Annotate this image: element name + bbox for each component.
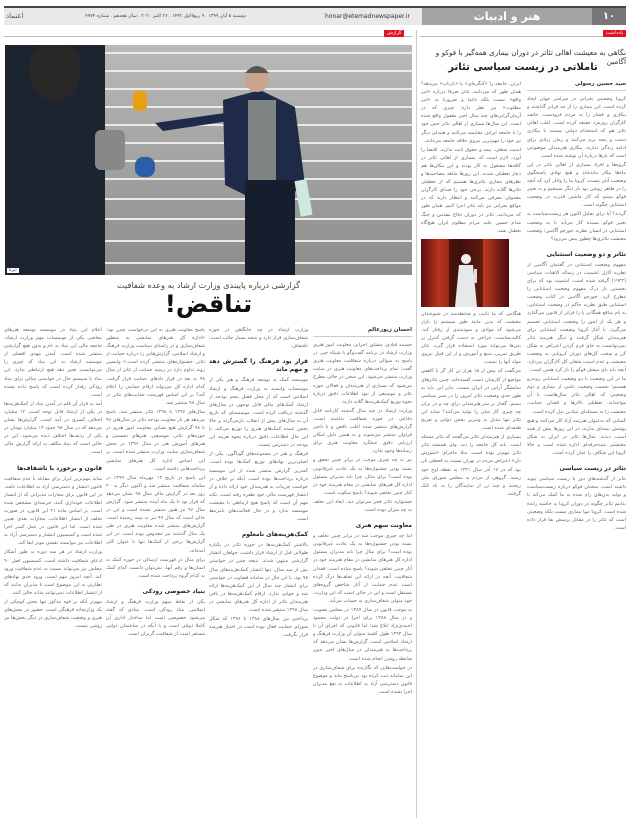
paragraph: این پاسخ در تاریخ ۱۴ مهرماه سال ۱۳۹۹ در سامانه شفافیت منتشر شد و اکنون دیگر به ۲۰ روز بعد در گزارش مالی سال ۹۸ نشان می‌دهد که قرار بود تا یک ماه آینده منتشر شود. گزارش سال ۹۶ نیز هنوز منتشر نشده است و این در حالی است که سال ۹۹ نیز به نیمه رسیده است. گزارش‌های منتشر شده معاونت هنری در طی یک سال گذشته نیز مخدوش بوده است. در این گزارش‌ها برخی از کمک‌ها تنها با عنوان کلی آمده‌اند.	[106, 474, 205, 554]
paragraph: مفهوم وضعیت استثنایی در گفتمان آگامبن از نظریه کارل اشمیت در رساله الاهیات سیاسی (۱۹۲۲) گرفته شده است. اشمیت بود که برای نخستین بار درک مفهوم وضعیت استثنایی را مطرح کرد. جورجو آگامبن در کتاب وضعیت استثنایی طبق نظریه حاکم در وضعیت استثنایی، به نام منافع همگانی پا را فراتر از قانون می‌گذارد و هر یک از امور را وضعیت استثنایی تصمیم می‌گیرد. با آغاز کرونا وضعیت استثنایی برای هنرمندان شکل گرفت و دیگر هنرمند تئاتر نمی‌توانست به جای فرم کردن اعتراض به شکل کن و سخت کل‌های دوران کرونایی به وضعیت معیشت و عدم امنیت شغلی کل کارگران بپردازد. آنچه باید پای میشل فوکو را باز کرد همین است.	[527, 261, 626, 374]
note-author: سید حسین رسولی	[527, 80, 626, 91]
photo-caption: گزارشی درباره پایبندی وزارت ارشاد به وعده شفافیت	[117, 280, 300, 290]
paragraph: وزارت ارشاد در چه جایگاهی در حوزه شفاف‌سازی قرار دارد و نتیجه بسیار جالب است: ناشفاف.	[209, 327, 308, 350]
note-column-left	[421, 80, 521, 818]
report-photo	[5, 45, 412, 275]
paragraph: کسانی که به‌عنوان هنرمند آزاد کار می‌کنند و هیچ پوشش بیمه‌ای ندارند، در این روزها بیش از همه آسیب دیدند. سال‌ها تئاتر در ایران به شکل معیشتی نیمه‌حرفه‌ای اداره شده است و حالا کرونا این شکاف را عیان کرده است.	[527, 417, 626, 457]
section-email[interactable]: honar@etemadnewspaper.ir	[325, 13, 410, 20]
paragraph: وزارت ارشاد در هر سه دوره به طور آشکار ادعای شفافیت داشته است. کمیسیون اصل ۹۰ مجلس نیز می‌تواند نسبت به عدم شفافیت ورود کند. آنچه امروز مهم است، ورود جدی نهادهای نظارتی به این موضوع است تا مدیران بدانند که از انتشار اطلاعات نمی‌توانند شانه خالی کنند.	[4, 549, 102, 596]
paragraph: ما در این وضعیت با دو وضعیت استثنایی روبه‌رو هستیم؛ نخست وضعیت ناشی از بیماری و دوم وضعیتی که اهالی تئاتر سال‌هاست با آن مواجه‌اند. تعطیلی تالارها و فقدان حمایت، معیشت را به مسئله‌ای بنیادین بدل کرده است.	[527, 376, 626, 415]
paragraph: نیز به چه چیزی موجب در برابر چنین تحقق و بسته بودن جشنواره‌ها به یک عادت غیرقانونی بوده است؟ برای مثال، چرا باید مدیران مسئول اداره کل هنرهای نمایشی در مقام هنرمند خود در کنار چنین تخلفی شوند؟ پاسخ سکوت است.	[313, 457, 412, 496]
paragraph: گردند؟ آیا برای تحلیل اکنون هر زیست‌سیاست به تعبیر فوکو بسنده کار می‌آید یا به وضعیت استثنایی در انسان نظریه جورجو آگامبن؛ وضعیت معیشت تئاتری‌ها چطور پیش می‌رود؟	[527, 211, 626, 242]
note-title: تاملاتی در زیست سیاسی تئاتر	[448, 62, 598, 73]
report-column-2	[106, 326, 205, 818]
paragraph: کرونا وضعیتی بحرانی در سراسر جهان ایجاد کرده است. این بیماری را از حد فراتر گذاشته و بیکاری و فشار را به مردم فرودست، خاصه کارگران روزمزد حقیقه کرده است. اغلب اهالی تئاتر هم که استخدام دولتی نیستند با بیکاری دست و پنجه نرم می‌کنند و زمان زیادی برای ادامه زندگی ندارند. بیکاری هنرمندان موضوعی است که بارها درباره آن نوشته شده است.	[527, 96, 626, 159]
report-column-4	[313, 326, 412, 818]
report-headline: تناقض!	[164, 290, 253, 318]
paragraph: جشنواره تئاتر فجر می‌توان دید. ابعاد این تخلف به چه میزان بوده است.	[313, 498, 412, 513]
paragraph: سال‌های ۱۳۹۶ تا ۱۳۹۸ تئاتر منتشر شد. پاسخ می‌دهد هر بار معاونت بودجه تئاتر در سال‌های ۹۶ تا ۹۸ گزارش هیچ نشانی معاونت امور هنری در حوزه‌های تئاتر، موسیقی، هنرهای تجسمی و هنرهای آموزش هنر در سال ۱۳۹۶ در بخش شفاف‌سازی سایت وزارت منتشر شده است. بر این اساس اداره کل هنرهای نمایشی پرداخت‌هایی داشته است.	[106, 408, 205, 472]
subheading: بنیاد خصوصی رودکی	[142, 587, 205, 595]
paragraph: وزارت ارشاد در چند سال گذشته کارنامه قابل دفاعی در حوزه شفافیت نداشته است. گزارش‌های منتشر شده اغلب ناقص و با تاخیر فراوان منتشر می‌شوند و به همین دلیل امکان ارزیابی دقیق عملکرد معاونت هنری برای رسانه‌ها وجود ندارد.	[313, 407, 412, 455]
report-rule	[4, 36, 412, 37]
paragraph: موسسه کمک به توسعه فرهنگ و هنر یکی از موسسات وابسته به وزارت فرهنگ و ارشاد اسلامی است که از محل فصل پنجم بودجه از ارشاد کمک‌های مالی قابل توجهی در سال‌های گذشته دریافت کرده است. موسسه‌ای که تاریخ آن به سال‌های پیش از انقلاب بازمی‌گردد و حالا بخش عمده کمک‌های هنری را توزیع می‌کند. با این حال اطلاعات دقیق درباره نحوه هزینه این بودجه در دسترس نیست.	[209, 377, 308, 449]
page-number: ۱۰	[592, 8, 626, 25]
paragraph: پاسخ معاونت هنری به این درخواست چنین بود: «اداره کل هنرهای نمایشی به منظور شفاف‌سازی و در راستای سیاست وزارت فرهنگ و ارشاد اسلامی، گزارش‌هایی را درباره حمایت از تئاتر، جشنواره‌های منتشر کرده است.» واپسین روند تداوم دارد در زمینه حمایت از تئاتر از سال ۹۸ به بعد در قرار دادهای حمایت قرار گرفت. کدام اداره کل می‌تواند ارقام حمایتی را اعلام کند؟ بر این اساس فهرست حمایت‌های تئاتر در سال ۹۸ منتشر شد.	[106, 327, 205, 406]
paragraph: مهم‌تر آنکه بر قوه مذکور تنها بخش کوچکی از یک وزارتخانه فرهنگی است. حضور در بخش‌های هنری و وضعیت شفاف‌سازی در دیگر بخش‌ها نیز روشن نیست.	[4, 599, 102, 630]
paragraph: شاید مهم‌ترین ابزار برای مقابله با عدم شفافیت قانون انتشار و دسترسی آزاد به اطلاعات باشد. در این قانون برای مجازات مدیرانی که از انتشار اطلاعات خودداری کنند، جریمه‌ای مشخص شده است. بر اساس ماده ۲۱ این قانون، در صورت تخلف از انتشار اطلاعات، مجازات نقدی تعیین شده است. اما این قانون در عمل کمتر اجرا شده است و کمیسیون انتشار و دسترسی آزاد به اطلاعات نیز نتوانسته نقشی موثر ایفا کند.	[4, 475, 102, 547]
subheading: معاونت سهم هنری	[355, 522, 412, 530]
subheading: قانون و برخورد با ناشفاف‌ها	[17, 464, 102, 472]
photo-credit: ایرنا	[9, 268, 17, 273]
column-divider	[416, 30, 417, 818]
note-kicker: نگاهی به معیشت اهالی تئاتر در دوران بیماری همه‌گیر با فوکو و آگامبن	[435, 48, 626, 66]
paragraph: در خواست‌هایی که نگارنده برای شفاف‌سازی در این سامانه ثبت کرده بود بی‌پاسخ ماند و موضوع قانون دسترسی آزاد به اطلاعات به نفع مدیران اجرا نشده است.	[313, 664, 412, 695]
paragraph: یکی از نقاط مبهم وزارت فرهنگ و ارشاد اسلامی، بنیاد رودکی است. بنیادی که گفته می‌شود خصوصی است اما ساختار اداری آن کاملا دولتی است و با آنکه در ساختمان دولتی مستقر است از شفافیت گریزان است.	[106, 599, 205, 638]
paragraph: بسیاری از هنرمندان تئاتر می‌گفتند که تئاتر مسئله است. باید کل جامعه را دید. ولی همیشه تئاتر تئاتر مهم‌تر بوده است. مثلا ماجرای «شورش نان» اعتراض مردم در تهران نسبت به قحطی نان بود که در ۱۷ آذر سال ۱۳۲۱ به نقطه اوج خود رسید. گروهی از مردم به مجلس شورای ملی ریختند و چند تن از نمایندگان را به باد کتک گرفتند.	[421, 434, 521, 497]
report-tag: گزارش	[384, 30, 404, 37]
paragraph: فرهنگ و هنر در مجموعه‌های گوناگون، یکی از اصلی‌ترین نهادهای توزیع کمک‌ها بوده است. کمترین گزارش منتشر شده از این موسسه درباره پرداخت‌ها بوده است. آنکه بر خلاف در خواست جزییات به هنرمندان خود ارائه داده و از انتشار فهرست مالی خود طفره رفته است. نکته مهم آن است که پاسخ هیچ ارتباطی با معیشت موسسه ندارد و در حال فعالیت‌های نامرتبط است.	[209, 451, 308, 523]
report-author: احسان زیورعالم	[313, 326, 412, 337]
issue-date: دوشنبه ۵ آبان ۱۳۹۹ . ۹ ربیع‌الاول ۱۴۴۲ . ۲۶ اکتبر ۲۰۲۰ . سال هجدهم . شماره ۴۷۷۴	[85, 14, 246, 19]
paragraph: برای مثال در فهرست ارسالی در حوزه کمک به استان‌ها و رقم آنها، نمی‌توان دانست کدام کمک به کدام گروه پرداخت شده است.	[106, 556, 205, 579]
subheading: کمک‌هزینه‌های نامعلوم	[241, 531, 308, 539]
paragraph: هنگامی که ما تاثیب و ضابطه‌مند در شیوه‌بدان معیشت که بدین مانند طور سیستم را بازار می‌شود که موادی و سودمندی از رفتار کند. کالبدسیاست، جراحی به دست گرفتن کنترل بر بدن‌ها می‌تواند مورد استفاده قرار گیرد. تئاتر طریق تمرین، منبع و آموزش و از این قبیل نیروی مولد آنها را نیست.	[421, 310, 521, 366]
paragraph: گروه‌ها و افراد بسیاری از اهالی تئاتر در این ماه‌ها بیکار مانده‌اند و هیچ نهادی پاسخگوی وضعیت آنان نیست. کرونا ما را وادار کرد که آنچه را در ظاهر روشن بود بار دیگر بسنجیم و به تعبیر فوکو ببینیم که کار ماشین قدرت در وضعیت استثنایی چگونه است.	[527, 161, 626, 209]
subheading: قرار بود فرهنگ را گسترش دهد و مهم ماند	[209, 358, 308, 374]
paragraph: می‌گفت که بیش از ۱۵ هزار تن کار گر با کاهش مواضع از کارشان دست کشیده‌اند. چنین تئاترهای نمایشگر آرایی در ایران نیست. بنابر این باید به طور جدی وضعیت تئاتر امروز را در سیر سیاسی ببینیم. گفتار بر سر هنرمندان برای چه و در برابر چه چیزی کار شان را تولید می‌کنند؟ شاید این تئاتر تنها تبدیل به ویترین بخش دولتی و تفریح طبقه‌ای شده است.	[421, 368, 521, 432]
note-column-right	[527, 80, 626, 818]
subheading: تئاتر در زیست سیاسی	[559, 465, 626, 473]
section-title: هنر و ادبیات	[422, 8, 592, 25]
note-rule	[420, 36, 626, 37]
report-column-3	[209, 326, 308, 818]
theatre-photo	[421, 239, 509, 307]
paragraph: بالاشتر کمک‌هزینه‌ها در حوزه تئاتر در یکباره طولانی قبل از ارشاد قرار داشت. خواهان انتشار گزارشی منتهی شدند. نتیجه چنین در خواستی پس از سه سال، تنها انتشار کمک‌هزینه‌های سال ۹۸ بود. با این حال در سامانه قضاوت در خواستی برای انتشار چند سال از این کمک‌هزینه‌ها ارائه شد و جوابی ندارد. ارقام کمک‌هزینه‌ها در باقی هنرمندان تئاتر از اداره کل هنرهای نمایشی در سال ۱۳۹۸ منتشر شده است.	[209, 542, 308, 613]
paragraph: پرداختی بین سال‌های ۱۳۸۸ تا ۱۳۹۶ که شکل شورای حمایت فعال بوده است در اختیار هنرمند قرار نگرفت.	[209, 616, 308, 639]
paragraph: ایران، جامعه را «کنگره‌ای» یا «بازتاب» می‌دهد؟ همان طور که می‌دانید، تئاتر صرفا درباره «امر واقع» نیست بلکه دائما و ضرورتا به «امر مطلوب» نیز نظر دارد؛ چیزی که در آرمان‌گرایی‌های چند سال اخیر مغفول واقع شده است. این سال‌ها بسیاری از اهالی تئاتر حس خود را با جامعه ایرانی مقایسه می‌کنند و همدلی دیگر نیز خود را مهم‌ترین نیروی خلاقه جامعه می‌دانند.	[421, 81, 521, 144]
note-tag: یادداشت	[603, 30, 626, 37]
newspaper-logo: اعتماد	[6, 12, 24, 20]
paragraph: اما چه چیزی موجب شد در برابر چنین تخلف و بسته بودن جشنواره‌ها به یک عادت غیرقانونی بوده است؟ برای مثال چرا باید مدیران مسئول اداره کل هنرهای نمایشی در مقام هنرمند خود در آثار چنین تخلفی شوند؟ پاسخ ساده است: فقدان شفافیت. آنچه در ارائه این تخلف‌ها درک کرده است عدم حمایت از آثار شاخص گروه‌های مستقل است و این در حالی است که این وزارت، خود متولی شفاف‌سازی به حساب می‌آید.	[313, 533, 412, 604]
paragraph: به موجب قانون در سال ۱۳۸۷ در مجلس تصویب و در سال ۱۳۸۸ برای اجرا در دولت محمود احمدی‌نژاد ابلاغ شد؛ اما قانونی که اجرای آن تا سال ۱۳۹۴ طول کشید متولی آن وزارت فرهنگ و ارشاد اسلامی است. گزارش‌ها نشان می‌دهد که پرداخت‌ها به هنرمندان در سال‌های اخیر بدون ضابطه روشن انجام شده است.	[313, 607, 412, 662]
paragraph: امنیت شغلی، بیمه و حقوق ثابت ندارند. اقتضا را آورد، لازم است که بسیاری از اهالی تئاتر در کافه‌ها مشغول به کار بودند و این مکان‌ها هم دچار تعطیلی شدند. این روزها شاهد مصاحبه‌ها و نظرهای مجازی تئاتری‌ها هستیم که از تعطیلی تئاترها گلایه دارند. برخی خود را صدای کارگران معمولی معرفی می‌کنند و انتظار دارند که در مواقع بحرانی نیز باید تئاتر اجرا کنیم. همان طور که می‌دانید، تئاتر در دوران دفاع مقدس و جنگ مدام حسین علیه مردم مظلوم ایران هیچ‌گاه تعطیل نشد.	[421, 146, 521, 234]
report-column-1	[4, 326, 102, 818]
paragraph: تئاتر از گذشته‌های دور با زیست سیاسی پیوند داشته است. سخنان فوکو درباره زیست‌سیاست و تولید بدن‌های رام شده به ما کمک می‌کند تا بدانیم تئاتر چگونه در دوران کرونا به حاشیه رانده شده است. کرونا تنها بیماری نیست بلکه وضعیتی است که تئاتر را در مقابل پرسش بقا قرار داده است.	[527, 476, 626, 531]
paragraph: حسینه قبادی، مشاور اجرایی معاونت امور هنری وزارت ارشاد در برنامه گفت‌وگو با شبکه خبر، در پاسخ به سوالی درباره شفافیت معاونت هنری گفت: تمام پرداخت‌های معاونت هنری در سایت وزارت منتشر می‌شود. این سخن در حالی مطرح می‌شود که بسیاری از هنرمندان و فعالان حوزه تئاتر و موسیقی از نبود اطلاعات دقیق درباره نحوه توزیع کمک‌هزینه‌ها گلایه دارند.	[313, 342, 412, 405]
paragraph: آمد به قرار آن قلم در آمدن بنیاد از کمک‌هزینه‌ها در یکی از ارشاد قابل توجه است. ۱۲ میلیارد اختلاف کسری در آمد است. گزارش‌ها نشان می‌دهد که در سال ۹۸ حدود ۱۴ میلیارد تومان در یکی از ردیف‌ها اختلاف دیده می‌شود. این در حالی است که بنیاد مکلف به ارائه گزارش مالی است.	[4, 400, 102, 456]
paragraph: اعلام این بنیاد در موسسه توسعه هنرهای معاصر، یکی از موسسات مهم وزارت ارشاد، جامعه مالی این بنیاد به نام و بدون هیچ گزارشی منتشر شده است. آمدن مهدی افضلی از موسسه ارشاد به این بنیاد که چیزی را می‌توانست تغییر دهد هیچ ارتباطی ندارد. این بنیاد یا سیستم حال در خواستی سالی برای بنیاد رودکی رفتار کرده است که پاسخ داده نشده است.	[4, 327, 102, 398]
subheading: تئاتر و دو وضعیت استثنایی	[546, 250, 626, 258]
